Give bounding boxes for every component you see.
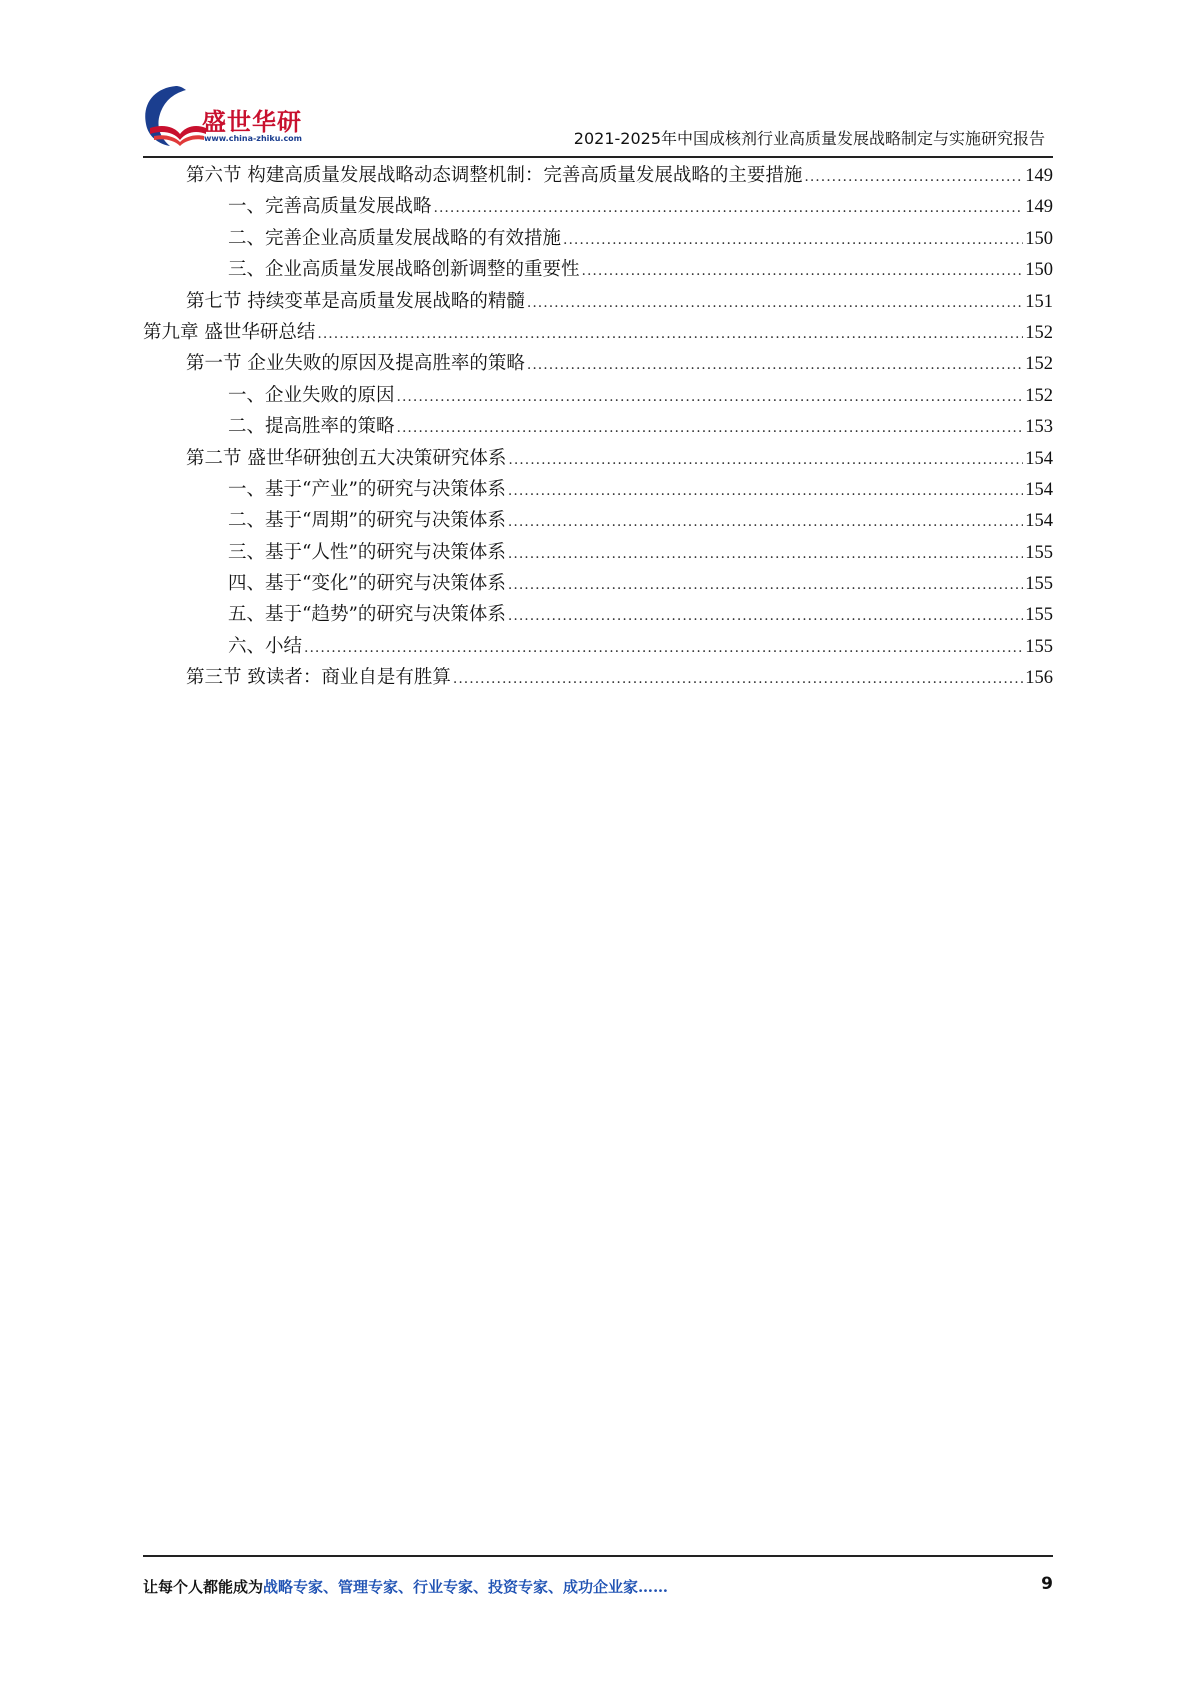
toc-entry[interactable] bbox=[143, 568, 1053, 599]
toc-entry-page: 155 bbox=[1025, 605, 1053, 626]
toc-leader-dots bbox=[453, 664, 1023, 695]
toc-entry-title: 一、企业失败的原因 bbox=[228, 384, 395, 406]
toc-entry-title: 第三节 致读者：商业自是有胜算 bbox=[186, 667, 451, 689]
toc-entry[interactable] bbox=[143, 380, 1053, 411]
toc-entry[interactable] bbox=[143, 286, 1053, 317]
toc-entry[interactable] bbox=[143, 537, 1053, 568]
toc-entry-title: 一、完善高质量发展战略 bbox=[228, 196, 432, 218]
toc-entry[interactable] bbox=[143, 191, 1053, 222]
toc-entry[interactable] bbox=[143, 160, 1053, 191]
toc-entry-page: 149 bbox=[1025, 166, 1053, 186]
toc-entry-page: 154 bbox=[1025, 511, 1053, 532]
toc-entry-title: 第六节 构建高质量发展战略动态调整机制：完善高质量发展战略的主要措施 bbox=[186, 165, 803, 186]
book-swoosh-icon bbox=[140, 82, 210, 154]
logo-text: 盛世华研 bbox=[202, 108, 302, 136]
toc-entry-title: 二、基于“周期”的研究与决策体系 bbox=[228, 510, 506, 532]
toc-entry-title: 一、基于“产业”的研究与决策体系 bbox=[228, 478, 506, 500]
footer-divider bbox=[143, 1555, 1053, 1557]
toc-entry-page: 154 bbox=[1025, 479, 1053, 500]
logo-url: www.china-zhiku.com bbox=[204, 134, 303, 143]
toc-entry[interactable] bbox=[143, 662, 1053, 693]
toc-entry[interactable] bbox=[143, 254, 1053, 285]
toc-entry-page: 150 bbox=[1025, 228, 1053, 249]
toc-entry-page: 152 bbox=[1025, 385, 1053, 406]
toc-entry-page: 155 bbox=[1025, 574, 1053, 595]
toc-entry-page: 151 bbox=[1025, 291, 1053, 312]
toc-entry-title: 二、提高胜率的策略 bbox=[228, 416, 395, 438]
toc-entry[interactable] bbox=[143, 317, 1053, 348]
toc-entry[interactable] bbox=[143, 443, 1053, 474]
toc-entry-title: 第二节 盛世华研独创五大决策研究体系 bbox=[186, 447, 507, 469]
toc-entry-title: 三、企业高质量发展战略创新调整的重要性 bbox=[228, 259, 580, 281]
toc-entry-title: 第七节 持续变革是高质量发展战略的精髓 bbox=[186, 290, 525, 312]
toc-leader-dots bbox=[508, 570, 1023, 601]
toc-entry-title: 三、基于“人性”的研究与决策体系 bbox=[228, 541, 506, 563]
toc-leader-dots bbox=[527, 350, 1023, 381]
toc-entry-page: 152 bbox=[1025, 322, 1053, 343]
toc-entry-title: 五、基于“趋势”的研究与决策体系 bbox=[228, 604, 506, 626]
toc-entry[interactable] bbox=[143, 474, 1053, 505]
toc-entry[interactable] bbox=[143, 505, 1053, 536]
toc-entry-page: 155 bbox=[1025, 542, 1053, 563]
table-of-contents bbox=[143, 160, 1053, 694]
toc-entry-page: 152 bbox=[1025, 354, 1053, 375]
toc-entry[interactable] bbox=[143, 631, 1053, 662]
footer-slogan-highlight: 战略专家、管理专家、行业专家、投资专家、成功企业家…… bbox=[263, 1578, 669, 1596]
toc-entry[interactable] bbox=[143, 599, 1053, 630]
toc-entry[interactable] bbox=[143, 223, 1053, 254]
toc-leader-dots bbox=[508, 476, 1023, 507]
footer-slogan-lead: 让每个人都能成为 bbox=[143, 1578, 264, 1596]
toc-entry-title: 四、基于“变化”的研究与决策体系 bbox=[228, 573, 506, 595]
toc-leader-dots bbox=[527, 288, 1023, 319]
toc-entry-title: 第九章 盛世华研总结 bbox=[143, 321, 316, 343]
toc-entry-page: 154 bbox=[1025, 448, 1053, 469]
toc-entry[interactable] bbox=[143, 348, 1053, 379]
toc-entry-page: 156 bbox=[1025, 668, 1053, 689]
toc-entry-title: 六、小结 bbox=[228, 635, 303, 657]
toc-entry-title: 第一节 企业失败的原因及提高胜率的策略 bbox=[186, 353, 525, 375]
toc-leader-dots bbox=[563, 225, 1023, 256]
company-logo bbox=[140, 82, 310, 154]
toc-entry-page: 155 bbox=[1025, 636, 1053, 657]
toc-leader-dots bbox=[508, 539, 1023, 570]
toc-leader-dots bbox=[304, 633, 1023, 664]
header-divider bbox=[143, 156, 1053, 158]
toc-leader-dots bbox=[434, 193, 1024, 224]
page-number: 9 bbox=[1041, 1574, 1053, 1594]
toc-entry-page: 150 bbox=[1025, 260, 1053, 281]
toc-entry-page: 153 bbox=[1025, 417, 1053, 438]
footer-slogan bbox=[143, 1576, 668, 1597]
toc-leader-dots bbox=[508, 601, 1023, 632]
toc-leader-dots bbox=[508, 507, 1023, 538]
toc-leader-dots bbox=[397, 382, 1024, 413]
toc-entry-page: 149 bbox=[1025, 197, 1053, 218]
toc-entry-title: 二、完善企业高质量发展战略的有效措施 bbox=[228, 227, 562, 249]
toc-entry[interactable] bbox=[143, 411, 1053, 442]
toc-leader-dots bbox=[582, 256, 1024, 287]
toc-leader-dots bbox=[508, 445, 1023, 476]
toc-leader-dots bbox=[317, 319, 1023, 350]
report-title: 2021-2025年中国成核剂行业高质量发展战略制定与实施研究报告 bbox=[573, 129, 1045, 148]
toc-leader-dots bbox=[397, 413, 1024, 444]
toc-leader-dots bbox=[804, 162, 1023, 193]
